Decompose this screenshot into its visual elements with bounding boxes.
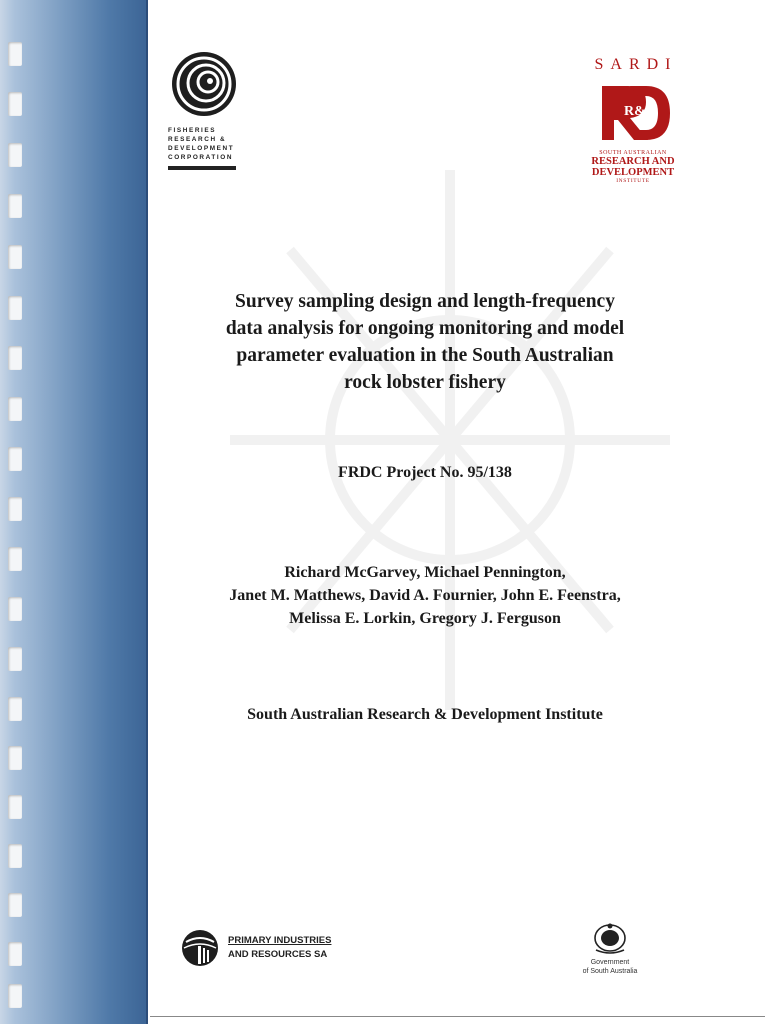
gov-line: Government [590, 959, 630, 966]
binding-hole [8, 844, 22, 868]
page-edge [146, 0, 148, 1024]
watermark-graphic [170, 130, 730, 750]
government-name [570, 958, 650, 976]
frdc-line: DEVELOPMENT [168, 145, 235, 152]
title-line: parameter evaluation in the South Australian [236, 345, 614, 366]
binding-hole [8, 942, 22, 966]
author-list [160, 561, 690, 630]
pirsa-name [228, 934, 331, 962]
frdc-line: FISHERIES [168, 127, 217, 134]
document-title [160, 288, 690, 396]
sardi-rd-emblem-icon [594, 82, 672, 144]
pirsa-logo [180, 928, 331, 968]
binding-hole [8, 597, 22, 621]
binding-hole [8, 746, 22, 770]
author-line: Janet M. Matthews, David A. Fournier, John E. Feenstra, [229, 587, 621, 604]
pirsa-line: PRIMARY INDUSTRIES [228, 935, 332, 946]
binding-hole [8, 795, 22, 819]
frdc-swirl-icon [170, 50, 238, 118]
government-sa-logo [570, 922, 650, 976]
binding-hole [8, 547, 22, 571]
author-line: Richard McGarvey, Michael Pennington, [284, 564, 566, 581]
gov-line: of South Australia [582, 968, 638, 975]
binding-hole [8, 143, 22, 167]
binding-hole [8, 697, 22, 721]
title-line: rock lobster fishery [344, 372, 506, 393]
binding-hole [8, 447, 22, 471]
pirsa-globe-icon [180, 928, 220, 968]
binding-hole [8, 647, 22, 671]
sardi-line: INSTITUTE [616, 178, 650, 184]
binding-hole [8, 984, 22, 1008]
sardi-title: SARDI [594, 56, 678, 73]
binding-hole [8, 296, 22, 320]
binding-hole [8, 397, 22, 421]
binding-hole [8, 497, 22, 521]
frdc-line: RESEARCH & [168, 136, 227, 143]
institute-name: South Australian Research & Development Institute [247, 706, 603, 723]
frdc-line: CORPORATION [168, 154, 234, 161]
binding-hole [8, 245, 22, 269]
title-line: data analysis for ongoing monitoring and model [225, 318, 625, 339]
project-number: FRDC Project No. 95/138 [338, 464, 512, 481]
title-line: Survey sampling design and length-frequency [235, 291, 615, 312]
frdc-underline [168, 166, 236, 170]
sardi-emblem-text: R&D [624, 104, 656, 119]
binding-hole [8, 194, 22, 218]
binding-hole [8, 92, 22, 116]
binding-hole [8, 42, 22, 66]
sardi-line: SOUTH AUSTRALIAN [599, 150, 667, 156]
sardi-line: RESEARCH AND [591, 156, 675, 167]
pirsa-line: AND RESOURCES SA [228, 949, 328, 960]
binding-hole [8, 893, 22, 917]
binding-hole [8, 346, 22, 370]
frdc-name [168, 126, 258, 162]
binding-strip [0, 0, 146, 1024]
sardi-logo [588, 56, 678, 184]
page-bottom-edge [150, 1016, 765, 1017]
sardi-line: DEVELOPMENT [591, 167, 675, 178]
crest-icon [592, 922, 628, 956]
frdc-logo [168, 50, 258, 170]
author-line: Melissa E. Lorkin, Gregory J. Ferguson [289, 610, 561, 627]
binding-holes [8, 0, 24, 1024]
